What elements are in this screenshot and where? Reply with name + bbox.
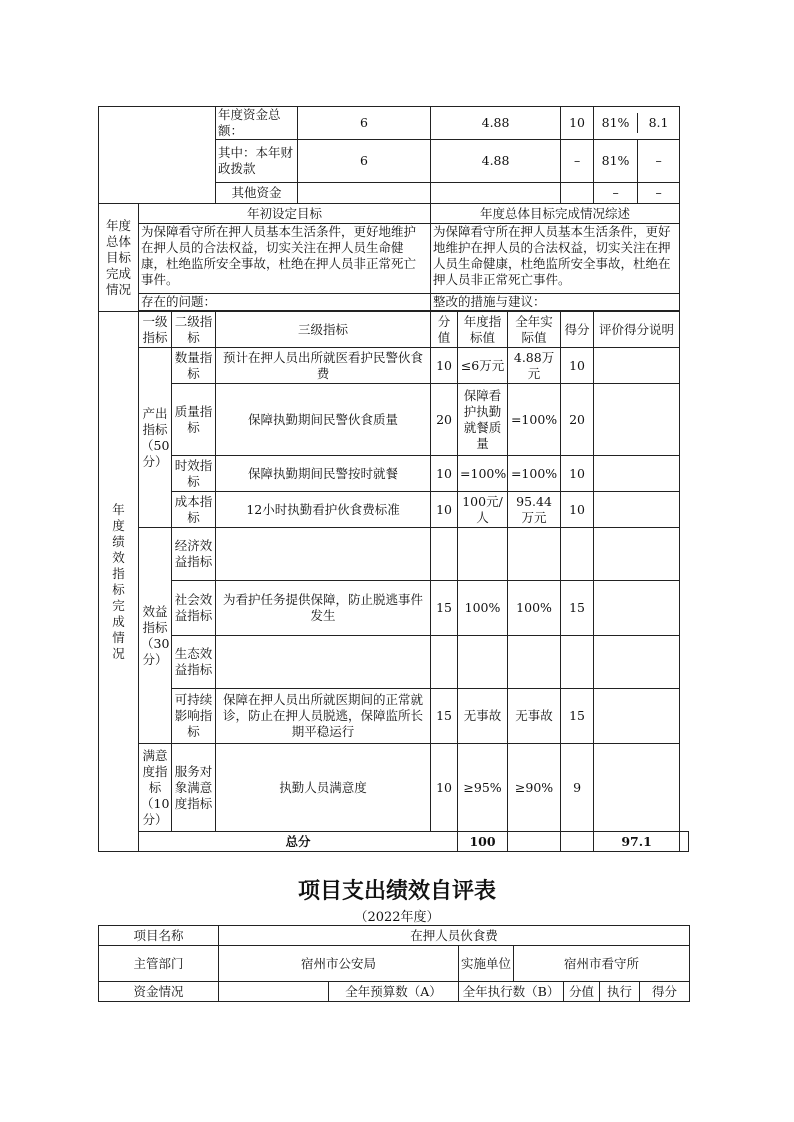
row-3-target: 100元/人 — [458, 492, 508, 528]
row-8-remark — [594, 744, 680, 832]
goal-initial-header: 年初设定目标 — [139, 204, 431, 224]
total-weight: 100 — [458, 832, 508, 852]
row-0-score: 10 — [561, 348, 594, 384]
project-name-label: 项目名称 — [99, 926, 219, 946]
satisfaction-group-label: 满意度指标（10分） — [139, 744, 172, 832]
budget-a-header: 全年预算数（A） — [329, 982, 459, 1002]
row-6-remark — [594, 636, 680, 689]
row-7-l2: 可持续影响指标 — [172, 689, 216, 744]
row-2-l2: 时效指标 — [172, 456, 216, 492]
row-1-l3: 保障执勤期间民警伙食质量 — [216, 384, 431, 456]
perf-section-label: 年度绩效指标完成情况 — [99, 312, 139, 852]
funds-fiscal-budget: 6 — [298, 140, 431, 183]
row-2-target: =100% — [458, 456, 508, 492]
row-8-score: 9 — [561, 744, 594, 832]
total-score: 97.1 — [594, 832, 680, 852]
row-5-l2: 社会效益指标 — [172, 581, 216, 636]
row-6-target — [458, 636, 508, 689]
row-2-weight: 10 — [431, 456, 458, 492]
row-5-l3: 为看护任务提供保障，防止脱逃事件发生 — [216, 581, 431, 636]
goal-completion-text: 为保障看守所在押人员基本生活条件，更好地维护在押人员的合法权益，切实关注在押人员生命健康，杜绝监所安全事故，杜绝在押人员非正常死亡事件。 — [431, 224, 680, 294]
impl-label: 实施单位 — [459, 946, 514, 982]
funds-other-score: – — [655, 185, 662, 200]
funds-fiscal-exec: 4.88 — [431, 140, 561, 183]
benefit-group-label: 效益指标（30分） — [139, 528, 172, 744]
row-0-remark — [594, 348, 680, 384]
dept-label: 主管部门 — [99, 946, 219, 982]
row-6-weight — [431, 636, 458, 689]
impl-value: 宿州市看守所 — [514, 946, 690, 982]
header-weight: 分值 — [431, 312, 458, 348]
funds-total-exec: 4.88 — [431, 107, 561, 140]
funds-total-label: 年度资金总额： — [216, 107, 298, 140]
row-3-l3: 12小时执勤看护伙食费标准 — [216, 492, 431, 528]
row-5-score: 15 — [561, 581, 594, 636]
row-2-actual: =100% — [508, 456, 561, 492]
row-4-score — [561, 528, 594, 581]
goal-initial-text: 为保障看守所在押人员基本生活条件，更好地维护在押人员的合法权益，切实关注在押人员生命健康，杜绝监所安全事故，杜绝在押人员非正常死亡事件。 — [139, 224, 431, 294]
total-label: 总分 — [139, 832, 458, 852]
funds-total-score: 8.1 — [648, 115, 669, 130]
row-8-target: ≥95% — [458, 744, 508, 832]
row-3-remark — [594, 492, 680, 528]
row-0-target: ≤6万元 — [458, 348, 508, 384]
row-3-actual: 95.44万元 — [508, 492, 561, 528]
funds-fiscal-weight: – — [561, 140, 594, 183]
row-8-actual: ≥90% — [508, 744, 561, 832]
row-0-weight: 10 — [431, 348, 458, 384]
page-title: 项目支出绩效自评表 — [297, 879, 496, 904]
dept-value: 宿州市公安局 — [219, 946, 459, 982]
row-7-l3: 保障在押人员出所就医期间的正常就诊，防止在押人员脱逃，保障监所长期平稳运行 — [216, 689, 431, 744]
row-3-weight: 10 — [431, 492, 458, 528]
row-4-l2: 经济效益指标 — [172, 528, 216, 581]
funds-blank-cell — [99, 107, 216, 204]
row-7-score: 15 — [561, 689, 594, 744]
row-2-remark — [594, 456, 680, 492]
row-7-remark — [594, 689, 680, 744]
goal-section-label: 年度总体目标完成情况 — [99, 204, 139, 312]
row-7-actual: 无事故 — [508, 689, 561, 744]
row-2-l3: 保障执勤期间民警按时就餐 — [216, 456, 431, 492]
row-7-target: 无事故 — [458, 689, 508, 744]
goal-completion-header: 年度总体目标完成情况综述 — [431, 204, 680, 224]
exec-b-header: 全年执行数（B） — [459, 982, 564, 1002]
row-1-remark — [594, 384, 680, 456]
row-8-weight: 10 — [431, 744, 458, 832]
goal-problems-label: 存在的问题： — [139, 294, 431, 311]
header-actual: 全年实际值 — [508, 312, 561, 348]
row-7-weight: 15 — [431, 689, 458, 744]
row-5-weight: 15 — [431, 581, 458, 636]
row-3-l2: 成本指标 — [172, 492, 216, 528]
funds-other-rate: – — [594, 183, 638, 203]
project-name-value: 在押人员伙食费 — [219, 926, 690, 946]
row-6-score — [561, 636, 594, 689]
row-4-l3 — [216, 528, 431, 581]
score-header: 得分 — [640, 982, 690, 1002]
funds-fiscal-label: 其中：本年财政拨款 — [216, 140, 298, 183]
goal-measures-label: 整改的措施与建议： — [431, 294, 680, 311]
row-5-target: 100% — [458, 581, 508, 636]
row-0-actual: 4.88万元 — [508, 348, 561, 384]
funds-fiscal-score: – — [655, 153, 662, 168]
row-0-l2: 数量指标 — [172, 348, 216, 384]
row-1-score: 20 — [561, 384, 594, 456]
funds-situation-label: 资金情况 — [99, 982, 219, 1002]
row-5-remark — [594, 581, 680, 636]
row-4-target — [458, 528, 508, 581]
header-score: 得分 — [561, 312, 594, 348]
page-subtitle: （2022年度） — [354, 910, 440, 925]
row-4-weight — [431, 528, 458, 581]
header-l2: 二级指标 — [172, 312, 216, 348]
row-0-l3: 预计在押人员出所就医看护民警伙食费 — [216, 348, 431, 384]
funds-total-budget: 6 — [298, 107, 431, 140]
row-8-l3: 执勤人员满意度 — [216, 744, 431, 832]
row-6-l2: 生态效益指标 — [172, 636, 216, 689]
row-4-remark — [594, 528, 680, 581]
header-l3: 三级指标 — [216, 312, 431, 348]
header-remark: 评价得分说明 — [594, 312, 680, 348]
performance-table — [98, 106, 689, 852]
funds-total-rate: 81% — [594, 113, 638, 133]
self-evaluation-table — [98, 925, 690, 1002]
funds-total-weight: 10 — [561, 107, 594, 140]
funds-other-label: 其他资金 — [216, 183, 298, 204]
row-1-l2: 质量指标 — [172, 384, 216, 456]
row-6-l3 — [216, 636, 431, 689]
row-1-target: 保障看护执勤就餐质量 — [458, 384, 508, 456]
row-1-weight: 20 — [431, 384, 458, 456]
output-group-label: 产出指标（50分） — [139, 348, 172, 528]
funds-fiscal-rate: 81% — [594, 140, 638, 182]
header-l1: 一级指标 — [139, 312, 172, 348]
exec-rate-header: 执行 — [600, 982, 640, 1002]
row-2-score: 10 — [561, 456, 594, 492]
row-8-l2: 服务对象满意度指标 — [172, 744, 216, 832]
row-4-actual — [508, 528, 561, 581]
header-target: 年度指标值 — [458, 312, 508, 348]
row-3-score: 10 — [561, 492, 594, 528]
row-1-actual: =100% — [508, 384, 561, 456]
row-5-actual: 100% — [508, 581, 561, 636]
weight-header: 分值 — [564, 982, 600, 1002]
row-6-actual — [508, 636, 561, 689]
